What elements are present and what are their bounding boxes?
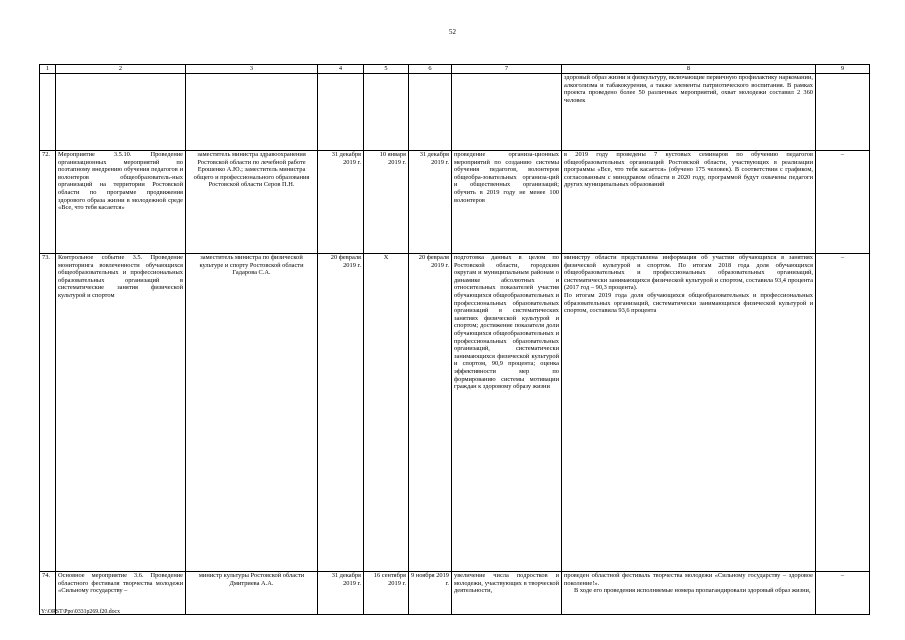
result-text: здоровый образ жизни и физкультуру, включающие первичную профилактику наркомании, алкоголизма и табакокурения, а также элементы патриотического воспитания. В рамках проекта проведено более 50 различных мероприятий, охват молодежи составил 2 360 человек — [564, 74, 813, 104]
end-date-cell: 31 декабря 2019 г. — [409, 151, 452, 254]
actual-result-cell — [562, 151, 816, 254]
result-text: министру области представлена информация об участии обучающихся в занятиях физической культурой и спортом. По итогам 2018 года доля обучающихся общеобразовательных и профессиональных образовательных организаций, систематически занимающихся физической культурой и спортом, составила 93,4 процента (2017 год – 90,3 процента). — [564, 254, 813, 292]
result-text: проведен областной фестиваль творчества молодежи «Сильному государству – здоровое поколение!». — [564, 572, 813, 587]
row-number: 74. — [40, 572, 56, 615]
header-cell: 9 — [816, 65, 870, 74]
header-cell: 3 — [186, 65, 318, 74]
actual-result-cell — [562, 254, 816, 572]
event-cell — [56, 74, 186, 151]
table-row — [40, 572, 870, 615]
plan-date-cell: 31 декабря 2019 г. — [318, 572, 364, 615]
header-cell: 4 — [318, 65, 364, 74]
table-row — [40, 151, 870, 254]
note-cell: – — [816, 572, 870, 615]
expected-result-cell: увеличение числа подростков и молодежи, участвующих в творческой деятельности, — [452, 572, 562, 615]
table-row — [40, 74, 870, 151]
end-date-cell — [409, 74, 452, 151]
plan-date-cell — [318, 74, 364, 151]
actual-result-cell — [562, 572, 816, 615]
plan-date-cell: 31 декабря 2019 г. — [318, 151, 364, 254]
start-date-cell: 10 января 2019 г. — [364, 151, 409, 254]
header-cell: 6 — [409, 65, 452, 74]
row-number: 72. — [40, 151, 56, 254]
result-text-continued: В ходе его проведения исполняемые номера пропагандировали здоровый образ жизни, — [574, 587, 811, 595]
header-cell: 8 — [562, 65, 816, 74]
note-cell: – — [816, 254, 870, 572]
responsible-cell — [186, 74, 318, 151]
responsible-cell: заместитель министра по физической культуре и спорту Ростовской области Гадарова С.А. — [186, 254, 318, 572]
expected-result-cell — [452, 74, 562, 151]
note-cell: – — [816, 151, 870, 254]
plan-date-cell: 20 февраля 2019 г. — [318, 254, 364, 572]
report-table — [39, 64, 870, 615]
header-cell: 2 — [56, 65, 186, 74]
event-cell: Основное мероприятие 3.6. Проведение областного фестиваля творчества молодежи «Сильному государству – — [56, 572, 186, 615]
responsible-cell: министр культуры Ростовской области Дмитриева А.А. — [186, 572, 318, 615]
header-row — [40, 65, 870, 74]
start-date-cell — [364, 74, 409, 151]
start-date-cell: 16 сентября 2019 г. — [364, 572, 409, 615]
actual-result-cell — [562, 74, 816, 151]
result-text: в 2019 году проведены 7 кустовых семинаров по обучению педагогов общеобразовательных организаций Ростовской области, участвующих в реализации программы «Все, что тебя касается» (обучено 175 человек). В соответствии с графиком, согласованным с минздравом области в 2020 году, программой будут охвачены педагоги других муниципальных образований — [564, 151, 813, 189]
end-date-cell: 20 февраля 2019 г. — [409, 254, 452, 572]
start-date-cell: Х — [364, 254, 409, 572]
event-cell: Мероприятие 3.5.10. Проведение организационных мероприятий по поэтапному внедрению обучения педагогов и волонтеров общеобразователь-ных организаций на территории Ростовской области по программе продвижения здорового образа жизни в молодежной среде «Все, что тебя касается» — [56, 151, 186, 254]
header-cell: 1 — [40, 65, 56, 74]
expected-result-cell: проведение организа-ционных мероприятий по созданию системы обучения педагогов, волонтеров общеобра-зовательных организа-ций и общественных организаций; обучить в 2019 году не менее 100 волонтеров — [452, 151, 562, 254]
file-path-footer: Y:\ORST\Ppo\0331p269.f20.docx — [41, 609, 121, 615]
table-row — [40, 254, 870, 572]
header-cell: 7 — [452, 65, 562, 74]
row-number — [40, 74, 56, 151]
responsible-cell: заместитель министра здравоохранения Ростовской области по лечебной работе Ерошенко А.Ю.; заместитель министра общего и профессионального образования Ростовской области Серов П.Н. — [186, 151, 318, 254]
event-cell: Контрольное событие 3.5. Проведение мониторинга вовлеченности обучающихся общеобразовательных и профессиональных образовательных организаций в систематические занятия физической культурой и спортом — [56, 254, 186, 572]
note-cell — [816, 74, 870, 151]
row-number: 73. — [40, 254, 56, 572]
page-number: 52 — [449, 28, 456, 36]
result-text-continued: По итогам 2019 года доля обучающихся общеобразовательных и профессиональных образовательных организаций, систематически занимающихся физической культурой и спортом, составила 93,6 процента — [564, 291, 813, 315]
header-cell: 5 — [364, 65, 409, 74]
end-date-cell: 9 ноября 2019 г. — [409, 572, 452, 615]
expected-result-cell: подготовка данных в целом по Ростовской области, городским округам и муниципальным районам о динамике абсолютных и относительных показателей участия обучающихся общеобразовательных и профессиональных образовательных организаций в систематических занятиях физической культурой и спортом; достижение показателя доли обучающихся общеобразовательных и профессиональных образовательных организаций, систематически занимающихся физической культурой и спортом, 90,9 процента; оценка эффективности мер по формированию системы мотивации граждан к здоровому образу жизни — [452, 254, 562, 572]
